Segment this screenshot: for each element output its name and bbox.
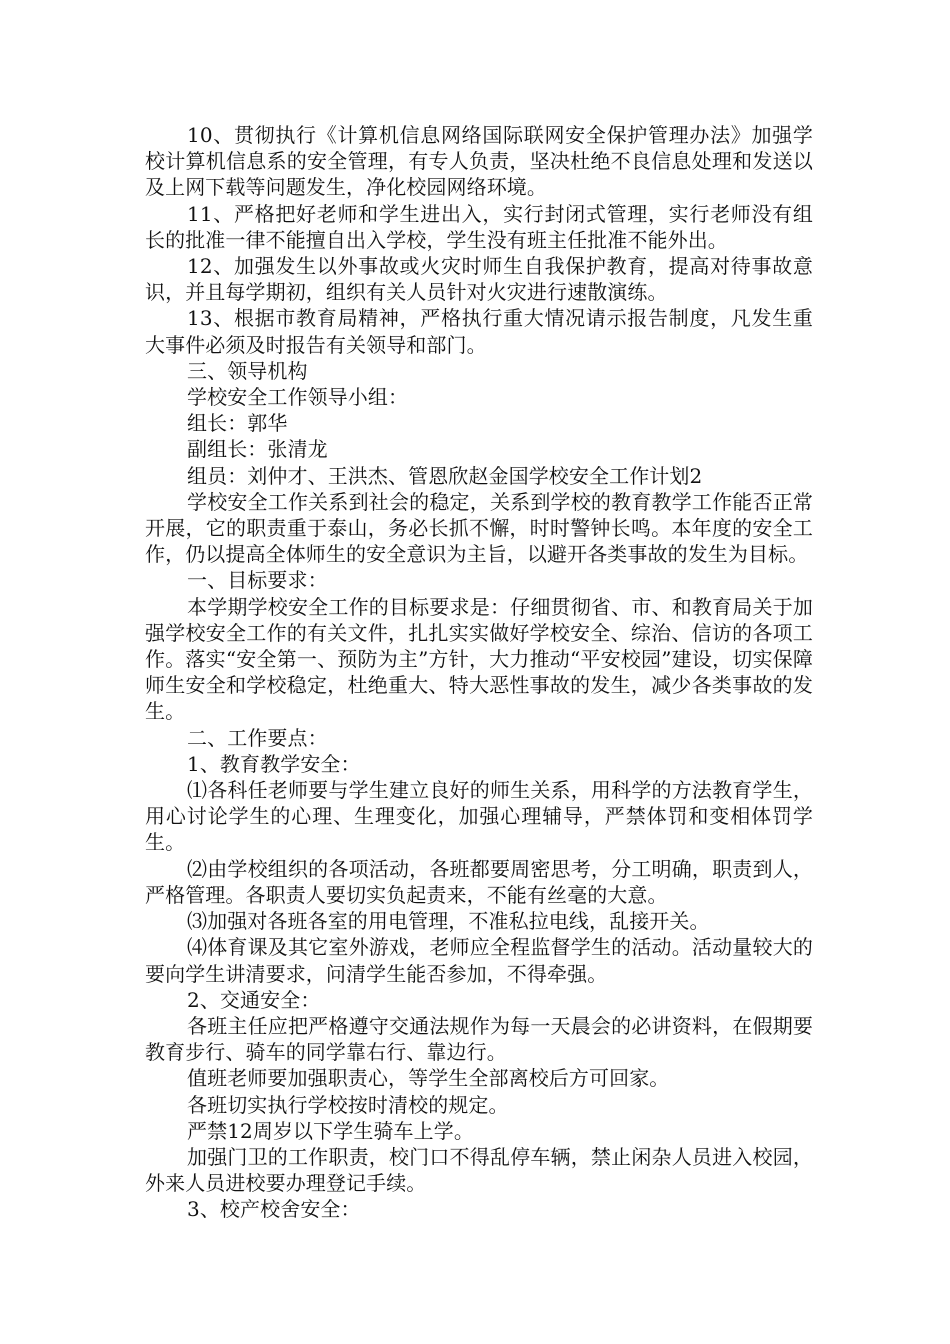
traffic-item-1: 各班主任应把严格遵守交通法规作为每一天晨会的必讲资料，在假期要教育步行、骑车的同学靠右行、靠边行。 [145, 1013, 813, 1065]
subheading-property-safety: 3、校产校舍安全： [187, 1197, 361, 1222]
paragraph-10: 10、贯彻执行《计算机信息网络国际联网安全保护管理办法》加强学校计算机信息系的安全管理，有专人负责，坚决杜绝不良信息处理和发送以及上网下载等问题发生，净化校园网络环境。 [145, 123, 813, 200]
plan2-intro: 学校安全工作关系到社会的稳定，关系到学校的教育教学工作能否正常开展，它的职责重于泰山，务必长抓不懈，时时警钟长鸣。本年度的安全工作，仍以提高全体师生的安全意识为主旨，以避开各类事故的发生为目标。 [145, 489, 813, 567]
traffic-item-4: 严禁12周岁以下学生骑车上学。 [187, 1118, 474, 1143]
deputy-group-leader: 副组长：张清龙 [187, 437, 328, 462]
teaching-item-4: ⑷体育课及其它室外游戏，老师应全程监督学生的活动。活动量较大的要向学生讲清要求，问清学生能否参加，不得牵强。 [145, 935, 813, 986]
section-heading-goals: 一、目标要求： [187, 568, 328, 593]
section-heading-key-points: 二、工作要点： [187, 725, 328, 750]
paragraph-12: 12、加强发生以外事故或火灾时师生自我保护教育，提高对待事故意识，并且每学期初，组织有关人员针对火灾进行速散演练。 [145, 254, 813, 305]
teaching-item-3: ⑶加强对各班各室的用电管理，不准私拉电线，乱接开关。 [187, 909, 710, 934]
subheading-teaching-safety: 1、教育教学安全： [187, 751, 361, 776]
teaching-item-1: ⑴各科任老师要与学生建立良好的师生关系，用科学的方法教育学生，用心讨论学生的心理、生理变化，加强心理辅导，严禁体罚和变相体罚学生。 [145, 778, 813, 855]
document-body [145, 122, 813, 1223]
leadership-group-title: 学校安全工作领导小组： [187, 385, 409, 410]
traffic-item-3: 各班切实执行学校按时清校的规定。 [187, 1092, 509, 1117]
section-heading-leadership: 三、领导机构 [187, 358, 308, 383]
teaching-item-2: ⑵由学校组织的各项活动，各班都要周密思考，分工明确，职责到人，严格管理。各职责人要切实负起责来，不能有丝毫的大意。 [145, 856, 813, 907]
traffic-item-5: 加强门卫的工作职责，校门口不得乱停车辆，禁止闲杂人员进入校园，外来人员进校要办理登记手续。 [145, 1144, 813, 1196]
goals-paragraph: 本学期学校安全工作的目标要求是：仔细贯彻省、市、和教育局关于加强学校安全工作的有关文件，扎扎实实做好学校安全、综治、信访的各项工作。落实“安全第一、预防为主”方针，大力推动“平安校园”建设，切实保障师生安全和学校稳定，杜绝重大、特大恶性事故的发生，减少各类事故的发生。 [145, 594, 813, 724]
paragraph-13: 13、根据市教育局精神，严格执行重大情况请示报告制度，凡发生重大事件必须及时报告有关领导和部门。 [145, 306, 813, 357]
group-leader: 组长：郭华 [187, 411, 288, 436]
subheading-traffic-safety: 2、交通安全： [187, 987, 321, 1012]
paragraph-11: 11、严格把好老师和学生进出入，实行封闭式管理，实行老师没有组长的批准一律不能擅自出入学校，学生没有班主任批准不能外出。 [145, 201, 813, 252]
group-members: 组员：刘仲才、王洪杰、管恩欣赵金国学校安全工作计划2 [187, 463, 703, 488]
traffic-item-2: 值班老师要加强职责心，等学生全部离校后方可回家。 [187, 1066, 670, 1091]
